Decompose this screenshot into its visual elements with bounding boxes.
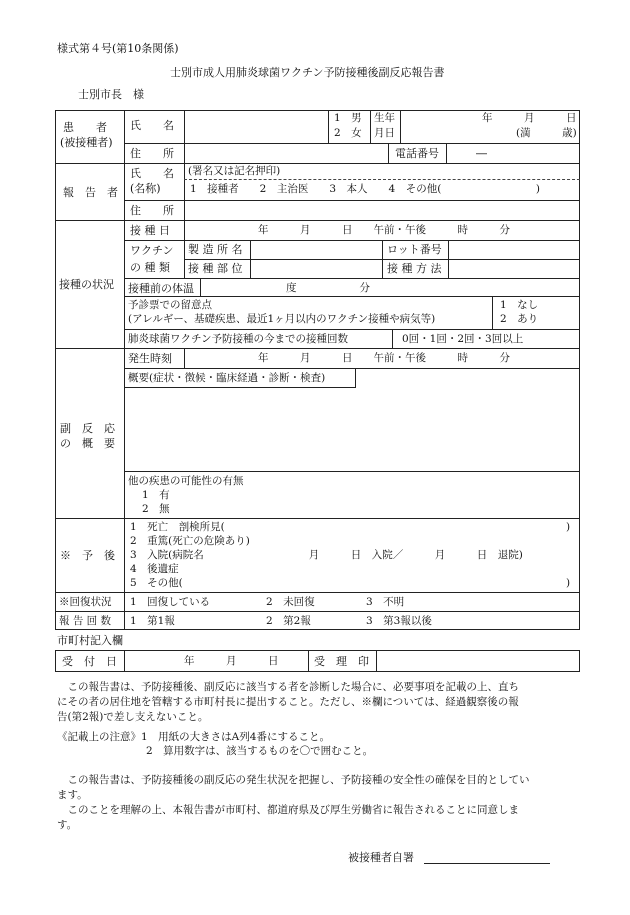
addressee: 士別市長 様	[78, 88, 144, 101]
patient-name-label: 氏 名	[130, 119, 174, 132]
divider	[124, 278, 580, 279]
divider	[184, 163, 185, 220]
divider	[308, 650, 309, 672]
maker-label: 製 造 所 名	[188, 243, 243, 256]
divider	[328, 110, 329, 143]
instructions-line-2: にその者の居住地を管轄する市町村長に提出すること。ただし、※欄については、経過観察後の報	[57, 696, 519, 708]
dose-count-label: 肺炎球菌ワクチン予防接種の今までの接種回数	[128, 333, 348, 345]
divider	[55, 163, 580, 164]
divider	[184, 348, 185, 368]
patient-section-sub: (被接種者)	[60, 136, 113, 149]
other-disease-no[interactable]: 2 無	[142, 503, 170, 515]
divider	[388, 143, 389, 163]
consent-line-4: す。	[57, 819, 78, 831]
injection-method-field[interactable]	[450, 261, 576, 277]
maker-field[interactable]	[252, 242, 380, 258]
instructions-line-3: 告(第2報)で差し支えないこと。	[57, 711, 209, 723]
divider	[55, 348, 580, 349]
divider	[55, 592, 580, 593]
received-date-label: 受 付 日	[62, 655, 117, 668]
recovery-unknown[interactable]: 3 不明	[366, 596, 405, 608]
divider	[124, 329, 580, 330]
birthdate-label-2: 月日	[374, 127, 395, 139]
injection-site-field[interactable]	[252, 261, 380, 277]
divider	[124, 143, 580, 144]
precaution-detail: (アレルギー、基礎疾患、最近1ヶ月以内のワクチン接種や病気等)	[128, 313, 436, 325]
divider	[184, 220, 185, 240]
reporter-type-options[interactable]: 1 接種者 2 主治医 3 本人 4 その他( )	[190, 183, 540, 195]
injection-method-label: 接 種 方 法	[387, 262, 442, 275]
divider	[184, 179, 580, 180]
prognosis-other[interactable]: 5 その他(	[130, 577, 183, 589]
vaccination-date-field[interactable]: 年 月 日 午前・午後 時 分	[258, 224, 510, 236]
report-third[interactable]: 3 第3報以後	[366, 615, 432, 627]
municipal-heading: 市町村記入欄	[57, 634, 123, 647]
reporter-name-label: 氏 名	[130, 167, 174, 180]
divider	[124, 650, 125, 672]
sex-male[interactable]: 1 男	[334, 112, 362, 124]
report-count-label: 報 告 回 数	[59, 615, 112, 627]
divider	[55, 518, 580, 519]
summary-field[interactable]	[126, 390, 578, 470]
recovery-not-recovered[interactable]: 2 未回復	[266, 596, 315, 608]
instructions-line-1: この報告書は、予防接種後、副反応に該当する者を診断した場合に、必要事項を記載の上、直ち	[57, 681, 519, 693]
birthdate-label-1: 生年	[374, 112, 395, 124]
divider	[124, 240, 580, 241]
prognosis-section-label: ※ 予 後	[60, 549, 115, 562]
temperature-label: 接種前の体温	[128, 282, 194, 295]
received-date-field[interactable]: 年 月 日	[184, 655, 279, 667]
consent-line-3: このことを理解の上、本報告書が市町村、都道府県及び厚生労働省に報告されることに同意しま	[57, 804, 519, 816]
reporter-sign-note[interactable]: (署名又は記名押印)	[188, 165, 281, 177]
temperature-field[interactable]: 度 分	[286, 282, 370, 294]
divider	[492, 296, 493, 329]
filling-notes-2: 2 算用数字は、該当するものを〇で囲むこと。	[146, 745, 374, 757]
onset-time-label: 発生時刻	[128, 352, 172, 365]
lot-number-field[interactable]	[450, 242, 576, 258]
patient-section-label: 患 者	[63, 121, 107, 134]
other-disease-label: 他の疾患の可能性の有無	[128, 475, 244, 487]
prognosis-hospitalized[interactable]: 3 入院(病院名 月 日 入院／ 月 日 退院)	[130, 549, 523, 561]
report-first[interactable]: 1 第1報	[130, 615, 175, 627]
signature-label: 被接種者自署	[348, 851, 414, 864]
prognosis-death[interactable]: 1 死亡 剖検所見(	[130, 521, 225, 533]
report-second[interactable]: 2 第2報	[266, 615, 311, 627]
divider	[184, 259, 580, 260]
precaution-yes[interactable]: 2 あり	[500, 313, 539, 325]
divider	[184, 110, 185, 163]
divider	[124, 200, 580, 201]
recovery-label: ※回復状況	[59, 596, 112, 608]
consent-line-2: ます。	[57, 789, 88, 801]
age-field[interactable]: (満 歳)	[516, 127, 577, 139]
vaccine-type-label: ワクチン	[130, 244, 174, 257]
vaccination-section-label: 接種の状況	[59, 278, 114, 291]
signature-field[interactable]	[424, 848, 550, 862]
reaction-section-label-sub: の 概 要	[60, 437, 115, 450]
vaccination-date-label: 接 種 日	[130, 224, 170, 237]
divider	[370, 110, 371, 143]
phone-label: 電話番号	[395, 147, 439, 160]
prognosis-sequelae[interactable]: 4 後遺症	[130, 563, 179, 575]
injection-site-label: 接 種 部 位	[188, 262, 243, 275]
divider	[55, 220, 580, 221]
prognosis-death-end: )	[566, 521, 571, 533]
precaution-label: 予診票での留意点	[128, 299, 212, 311]
divider	[124, 471, 580, 472]
prognosis-other-end: )	[566, 577, 571, 589]
receipt-stamp-field[interactable]	[378, 652, 576, 670]
patient-name-field[interactable]	[186, 112, 326, 142]
divider	[400, 110, 401, 143]
prognosis-serious[interactable]: 2 重篤(死亡の危険あり)	[130, 535, 250, 547]
reporter-address-field[interactable]	[186, 202, 576, 219]
signature-underline	[424, 863, 550, 864]
patient-address-label: 住 所	[130, 147, 174, 160]
summary-label: 概要(症状・徴候・臨床経過・診断・検査)	[128, 372, 326, 384]
phone-field[interactable]: ―	[476, 147, 487, 160]
consent-line-1: この報告書は、予防接種後の副反応の発生状況を把握し、予防接種の安全性の確保を目的としてい	[57, 774, 530, 786]
divider	[392, 329, 393, 348]
sex-female[interactable]: 2 女	[334, 127, 362, 139]
other-disease-yes[interactable]: 1 有	[142, 489, 170, 501]
receipt-stamp-label: 受 理 印	[314, 655, 369, 668]
divider	[124, 296, 580, 297]
birthdate-field[interactable]: 年 月 日	[482, 112, 577, 124]
patient-address-field[interactable]	[186, 145, 386, 162]
divider	[200, 278, 201, 296]
form-number: 様式第４号(第10条関係)	[57, 42, 179, 55]
page-title: 士別市成人用肺炎球菌ワクチン予防接種後副反応報告書	[170, 66, 445, 79]
divider	[376, 650, 377, 672]
reporter-address-label: 住 所	[130, 204, 174, 217]
reporter-name-label-sub: (名称)	[130, 182, 161, 195]
onset-time-field[interactable]: 年 月 日 午前・午後 時 分	[258, 352, 510, 364]
divider	[55, 611, 580, 612]
recovery-recovered[interactable]: 1 回復している	[130, 596, 211, 608]
dose-count-options[interactable]: 0回・1回・2回・3回以上	[402, 333, 524, 345]
lot-number-label: ロット番号	[387, 243, 442, 256]
divider	[446, 143, 447, 163]
filling-notes-1: 《記載上の注意》1 用紙の大きさはA列4番にすること。	[57, 731, 330, 743]
reporter-section-label: 報 告 者	[63, 186, 118, 199]
reaction-section-label: 副 反 応	[60, 422, 115, 435]
precaution-none[interactable]: 1 なし	[500, 299, 539, 311]
vaccine-type-label-sub: の 種 類	[130, 261, 170, 274]
